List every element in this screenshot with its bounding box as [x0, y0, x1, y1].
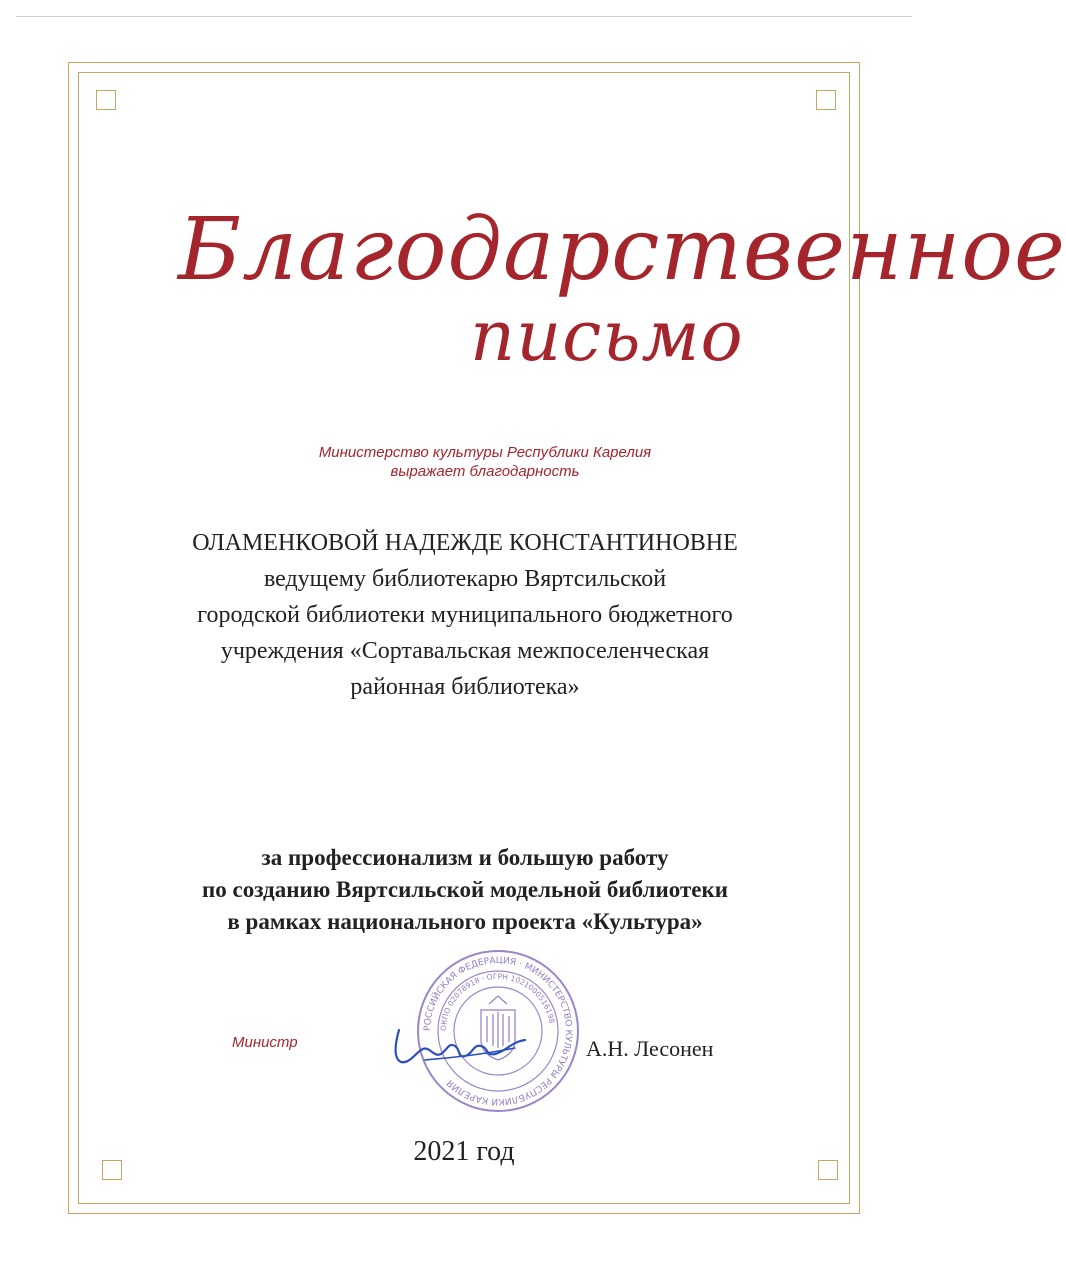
recipient-position-line: районная библиотека» [350, 674, 580, 700]
issuer-line: Министерство культуры Республики Карелия [318, 444, 652, 461]
merit-line: в рамках национального проекта «Культура» [227, 909, 703, 934]
stamp-outer-text: РОССИЙСКАЯ ФЕДЕРАЦИЯ · МИНИСТЕРСТВО КУЛЬТУРЫ РЕСПУБЛИКИ КАРЕЛИЯ [422, 955, 574, 1107]
recipient-position-line: ведущему библиотекарю Вяртсильской [263, 566, 667, 592]
merit-line: за профессионализм и большую работу [261, 845, 669, 870]
certificate-title-line1: Благодарственное [178, 200, 1066, 300]
stamp-inner-text: ОКПО 02078918 · ОГРН 1021000516198 [438, 971, 557, 1032]
frame-corner-ornament [96, 90, 116, 110]
recipient-position-line: учреждения «Сортавальская межпоселенческая [220, 638, 710, 664]
certificate-title-line2: письмо [470, 295, 744, 377]
signatory-title: Министр [232, 1034, 298, 1051]
merit-line: по созданию Вяртсильской модельной библиотеки [202, 877, 728, 902]
recipient-position-line: городской библиотеки муниципального бюджетного [197, 602, 733, 628]
recipient-name: ОЛАМЕНКОВОЙ НАДЕЖДЕ КОНСТАНТИНОВНЕ [192, 530, 738, 556]
scan-edge-line [16, 16, 912, 17]
frame-corner-ornament [816, 90, 836, 110]
minister-signature [385, 1018, 535, 1070]
document-year: 2021 год [413, 1136, 515, 1167]
signatory-name: А.Н. Лесонен [586, 1036, 714, 1061]
issuer-subline: выражает благодарность [390, 463, 580, 480]
